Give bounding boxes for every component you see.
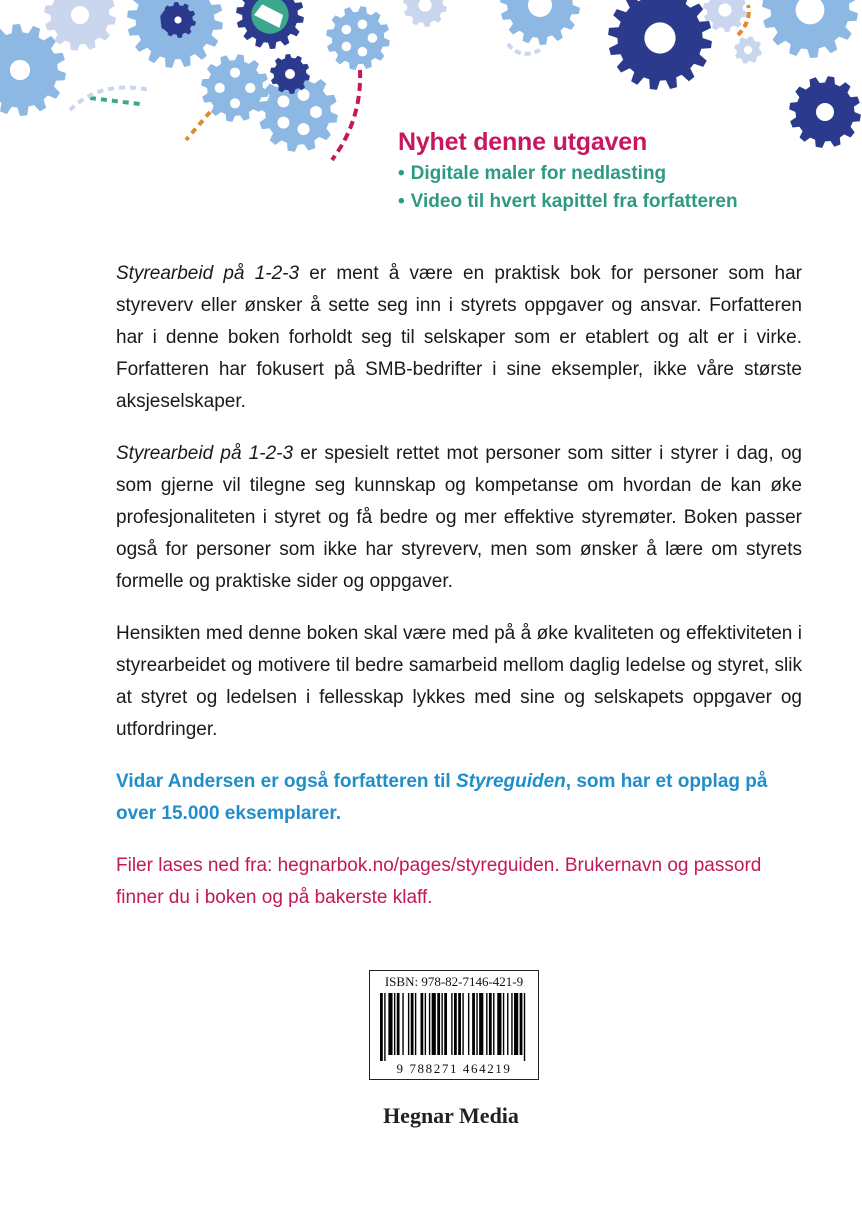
gear-icon [236,0,304,49]
gear-icon [734,36,762,64]
gear-icon [326,6,390,70]
author-book-title: Styreguiden [455,771,566,792]
book-title: Styrearbeid på 1-2-3 [116,443,294,464]
barcode-bar [476,993,477,1055]
description-text [116,258,802,934]
barcode-bar [497,993,501,1055]
download-note: Filer lases ned fra: hegnarbok.no/pages/styreguiden. Brukernavn og passord finner du i boken og på bakerste klaff. [116,855,762,908]
barcode-bar [425,993,426,1055]
news-item [398,191,738,213]
author-note-text: , som har et opplag på over 15.000 eksemplarer. [116,771,768,824]
barcode-bar [432,993,436,1055]
barcode-bar [479,993,483,1055]
barcode-bar [441,993,442,1055]
barcode-bar [458,993,461,1055]
gear-icon [762,0,858,58]
barcode-bar [486,993,487,1055]
gear-icon [789,76,861,148]
barcode [380,993,528,1061]
barcode-bar [524,993,525,1061]
barcode-bar [397,993,400,1055]
author-note [116,766,802,830]
barcode-bar [388,993,392,1055]
barcode-bar [462,993,463,1055]
arrow-icon [508,44,540,54]
barcode-bar [503,993,504,1055]
news-item-text: Video til hvert kapittel fra forfatteren [410,191,738,212]
barcode-bar [468,993,469,1055]
barcode-bar [493,993,494,1055]
bullet: • [398,163,405,184]
barcode-bar [520,993,523,1055]
barcode-bar [380,993,383,1061]
barcode-bar [514,993,518,1055]
barcode-bar [454,993,457,1055]
barcode-bar [511,993,512,1055]
barcode-bar [394,993,395,1055]
news-title: Nyhet denne utgaven [398,128,648,156]
barcode-bar [437,993,440,1055]
barcode-bar [415,993,416,1055]
publisher-name: Hegnar Media [383,1103,519,1128]
news-item [398,163,738,185]
gear-icon [201,54,269,122]
barcode-bar [408,993,409,1055]
bullet: • [398,191,405,212]
gear-icon [500,0,580,45]
paragraph-purpose: Hensikten med denne boken skal være med på å øke kvaliteten og effektiviteten i styrearbeidet og motivere til bedre samarbeid mellom daglig ledelse og styret, slik at styret og ledelsen i fellesskap lykkes med sine og selskapets oppgaver og utfordringer. [116,623,802,740]
paragraph-audience [116,438,802,598]
isbn-barcode-box [369,970,539,1080]
news-item-text: Digitale maler for nedlasting [410,163,667,184]
barcode-bar [411,993,414,1055]
barcode-bar [444,993,447,1055]
gear-icon [403,0,447,27]
barcode-bar [489,993,492,1055]
barcode-bar [420,993,423,1055]
paragraph-text: er spesielt rettet mot personer som sitter i styrer i dag, og som gjerne vil tilegne seg kunnskap og kompetanse om hvordan de kan øke profesjonaliteten i styret og få bedre og mer effektive styremøter. Boken passer også for personer som ikke har styreverv, men som ønsker å lære om styrets formelle og praktiske sider og oppgaver. [116,443,802,592]
paragraph-text: er ment å være en praktisk bok for personer som har styreverv eller ønsker å sette seg inn i styrets oppgaver og ansvar. Forfatteren har i denne boken forholdt seg til selskaper som er etablert og alt er i virke. Forfatteren har fokusert på SMB-bedrifter i sine eksempler, ikke våre største aksjeselskaper. [116,263,802,412]
isbn-label: ISBN: 978-82-7146-421-9 [384,974,524,989]
book-title: Styrearbeid på 1-2-3 [116,263,300,284]
barcode-bar [402,993,403,1055]
barcode-bar [451,993,452,1055]
paragraph-intro [116,258,802,418]
author-note-text: Vidar Andersen er også forfatteren til [116,771,456,792]
arrow-icon [70,88,150,111]
barcode-bar [384,993,385,1061]
barcode-bar [472,993,475,1055]
gear-icon [44,0,116,51]
arrow-icon [90,98,140,104]
gear-icon [608,0,712,90]
barcode-bar [429,993,430,1055]
news-box [398,128,738,219]
isbn-digits: 9 788271 464219 [396,1061,512,1076]
barcode-bar [507,993,508,1055]
arrow-icon [186,112,210,140]
